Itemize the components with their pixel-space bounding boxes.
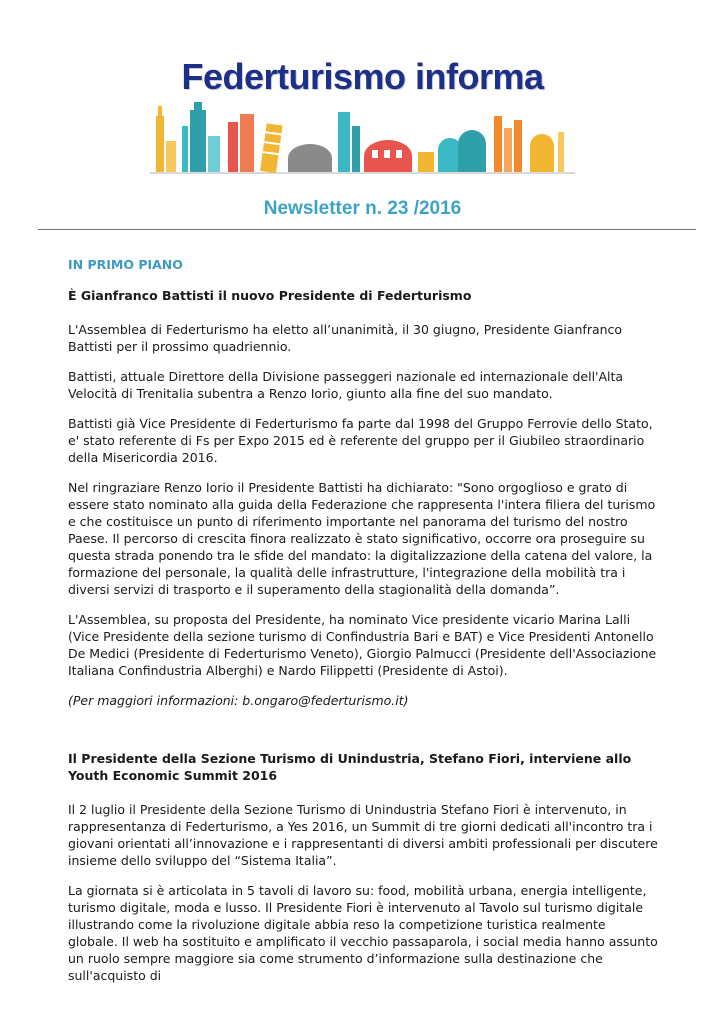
section-heading: IN PRIMO PIANO [68,257,183,272]
article-paragraph: L'Assemblea di Federturismo ha eletto all’unanimità, il 30 giugno, Presidente Gianfranco Battisti per il prossimo quadriennio. [68,322,623,354]
article-headline: È Gianfranco Battisti il nuovo Presidente di Federturismo [68,288,472,303]
masthead-title: Federturismo informa [181,56,544,97]
article-paragraph: La giornata si è articolata in 5 tavoli di lavoro su: food, mobilità urbana, energia intelligente, turismo digitale, moda e lusso. Il Presidente Fiori è intervenuto al Tavolo sul turismo digitale illustrando come la rivoluzione digitale abbia reso la competizione turistica realmente globale. Il web ha sostituito e amplificato il vecchio passaparola, i social media hanno assunto un ruolo sempre maggiore sia come strumento d’informazione sulla destinazione che sull'acquisto di [68,883,658,983]
article-paragraph: L'Assemblea, su proposta del Presidente, ha nominato Vice presidente vicario Marina Lalli (Vice Presidente della sezione turismo di Confindustria Bari e BAT) e Vice Presidenti Antonello De Medici (Presidente di Federturismo Veneto), Giorgio Palmucci (Presidente dell'Associazione Italiana Confindustria Alberghi) e Nardo Filippetti (Presidente di Astoi). [68,612,657,678]
divider [38,229,696,230]
article-paragraph: Battisti, attuale Direttore della Divisione passeggeri nazionale ed internazionale dell'Alta Velocità di Trenitalia subentra a Renzo Iorio, giunto alla fine del suo mandato. [68,369,624,401]
article-paragraph: Il 2 luglio il Presidente della Sezione Turismo di Unindustria Stefano Fiori è intervenuto, in rappresentanza di Federturismo, a Yes 2016, un Summit di tre giorni dedicati all'incontro tra i giovani orientati all’innovazione e i rappresentanti di diversi ambiti professionali per discutere insieme dello sviluppo del “Sistema Italia”. [68,802,658,868]
article-headline: Il Presidente della Sezione Turismo di Unindustria, Stefano Fiori, interviene allo Youth Economic Summit 2016 [68,751,632,783]
newsletter-number: Newsletter n. 23 /2016 [263,198,462,219]
newsletter-body [68,256,658,997]
spacer [68,722,658,750]
article-paragraph: Battisti già Vice Presidente di Federturismo fa parte dal 1998 del Gruppo Ferrovie dello Stato, e' stato referente di Fs per Expo 2015 ed è referente del gruppo per il Giubileo straordinario della Misericordia 2016. [68,416,653,465]
skyline-illustration [150,96,575,176]
contact-info: (Per maggiori informazioni: b.ongaro@federturismo.it) [68,693,409,708]
article-paragraph: Nel ringraziare Renzo Iorio il Presidente Battisti ha dichiarato: "Sono orgoglioso e grato di essere stato nominato alla guida della Federazione che rappresenta l'intera filiera del turismo e che costituisce un punto di riferimento importante nel panorama del turismo del nostro Paese. Il percorso di crescita finora realizzato è stato significativo, occorre ora proseguire su questa strada ponendo tra le sfide del mandato: la digitalizzazione della catena del valore, la formazione del personale, la qualità delle infrastrutture, l'integrazione della mobilità tra i diversi servizi di trasporto e il superamento della stagionalità della domanda”. [68,480,656,597]
